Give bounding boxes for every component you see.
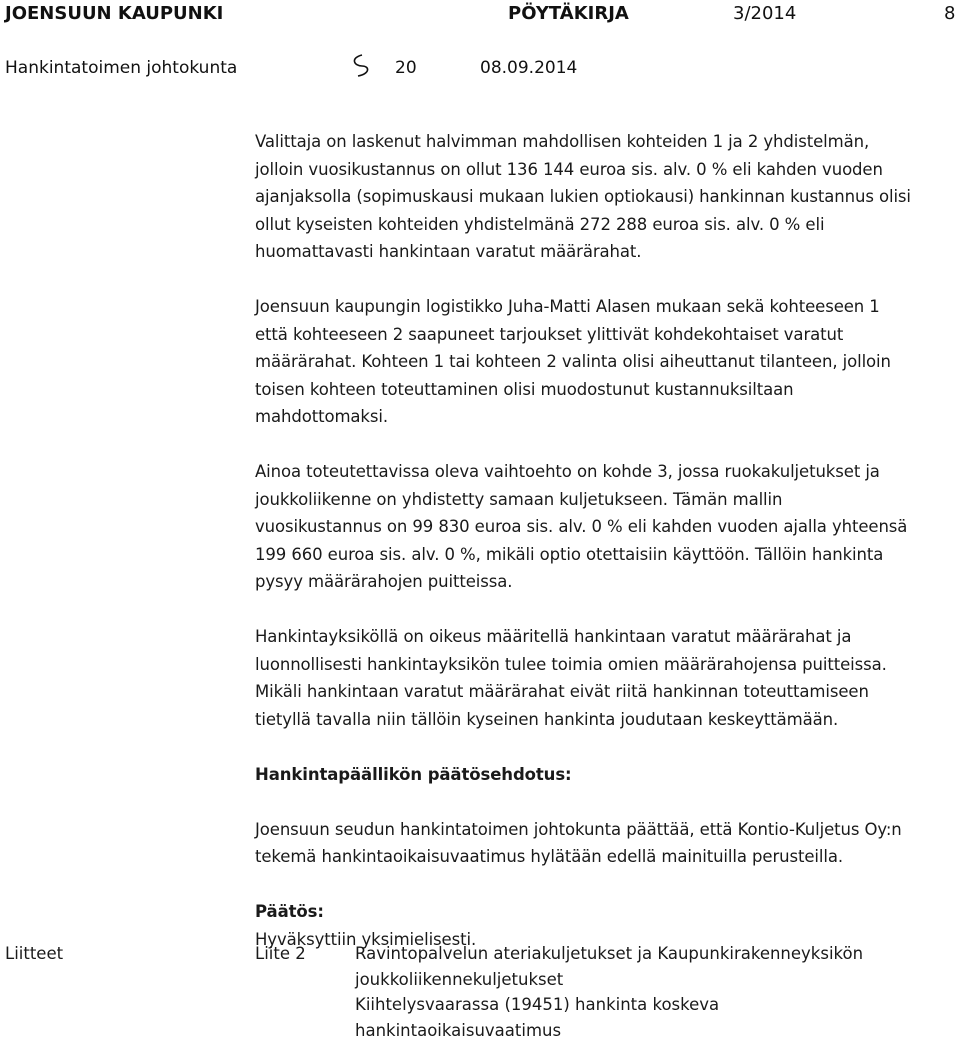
section-symbol-icon — [340, 52, 380, 78]
attachment-line: joukkoliikennekuljetukset — [355, 967, 955, 993]
attachments-label: Liitteet — [5, 941, 63, 967]
attachment-line: Ravintopalvelun ateriakuljetukset ja Kaupunkirakenneyksikön — [355, 941, 955, 967]
page-number: 8 — [944, 3, 955, 24]
document-body — [255, 128, 960, 953]
proposal-text: Joensuun seudun hankintatoimen johtokunta päättää, että Kontio-Kuljetus Oy:n tekemä hankintaoikaisuvaatimus hylätään edellä mainituilla perusteilla. — [255, 816, 960, 871]
paragraph: Hankintayksiköllä on oikeus määritellä hankintaan varatut määrärahat ja luonnollisesti hankintayksikön tulee toimia omien määrärahojensa puitteissa. Mikäli hankintaan varatut määrärahat eivät riitä hankinnan toteuttamiseen tietyllä tavalla niin tällöin kyseinen hankinta joudutaan keskeyttämään. — [255, 623, 960, 733]
attachment-description — [355, 941, 955, 1043]
organization-name: JOENSUUN KAUPUNKI — [5, 3, 223, 24]
attachment-line: hankintaoikaisuvaatimus — [355, 1018, 955, 1043]
meeting-date: 08.09.2014 — [480, 58, 577, 78]
decision-text: Hyväksyttiin yksimielisesti. — [255, 926, 960, 954]
document-number: 3/2014 — [733, 3, 796, 24]
decision-heading: Päätös: — [255, 898, 960, 926]
paragraph: Joensuun kaupungin logistikko Juha-Matti Alasen mukaan sekä kohteeseen 1 että kohteeseen 2 saapuneet tarjoukset ylittivät kohdekohtaiset varatut määrärahat. Kohteen 1 tai kohteen 2 valinta olisi aiheuttanut tilanteen, jolloin toisen kohteen toteuttaminen olisi muodostunut kustannuksiltaan mahdottomaksi. — [255, 293, 960, 431]
paragraph: Ainoa toteutettavissa oleva vaihtoehto on kohde 3, jossa ruokakuljetukset ja joukkoliikenne on yhdistetty samaan kuljetukseen. Tämän mallin vuosikustannus on 99 830 euroa sis. alv. 0 % eli kahden vuoden ajalla yhteensä 199 660 euroa sis. alv. 0 %, mikäli optio otettaisiin käyttöön. Tällöin hankinta pysyy määrärahojen puitteissa. — [255, 458, 960, 596]
committee-name: Hankintatoimen johtokunta — [5, 58, 237, 78]
attachment-line: Kiihtelysvaarassa (19451) hankinta koskeva — [355, 992, 955, 1018]
document-type: PÖYTÄKIRJA — [508, 3, 629, 24]
proposal-heading: Hankintapäällikön päätösehdotus: — [255, 761, 960, 789]
paragraph: Valittaja on laskenut halvimman mahdollisen kohteiden 1 ja 2 yhdistelmän, jolloin vuosikustannus on ollut 136 144 euroa sis. alv. 0 % eli kahden vuoden ajanjaksolla (sopimuskausi mukaan lukien optiokausi) hankinnan kustannus olisi ollut kyseisten kohteiden yhdistelmänä 272 288 euroa sis. alv. 0 % eli huomattavasti hankintaan varatut määrärahat. — [255, 128, 960, 266]
section-number: 20 — [395, 58, 417, 78]
attachment-number: Liite 2 — [255, 941, 306, 967]
